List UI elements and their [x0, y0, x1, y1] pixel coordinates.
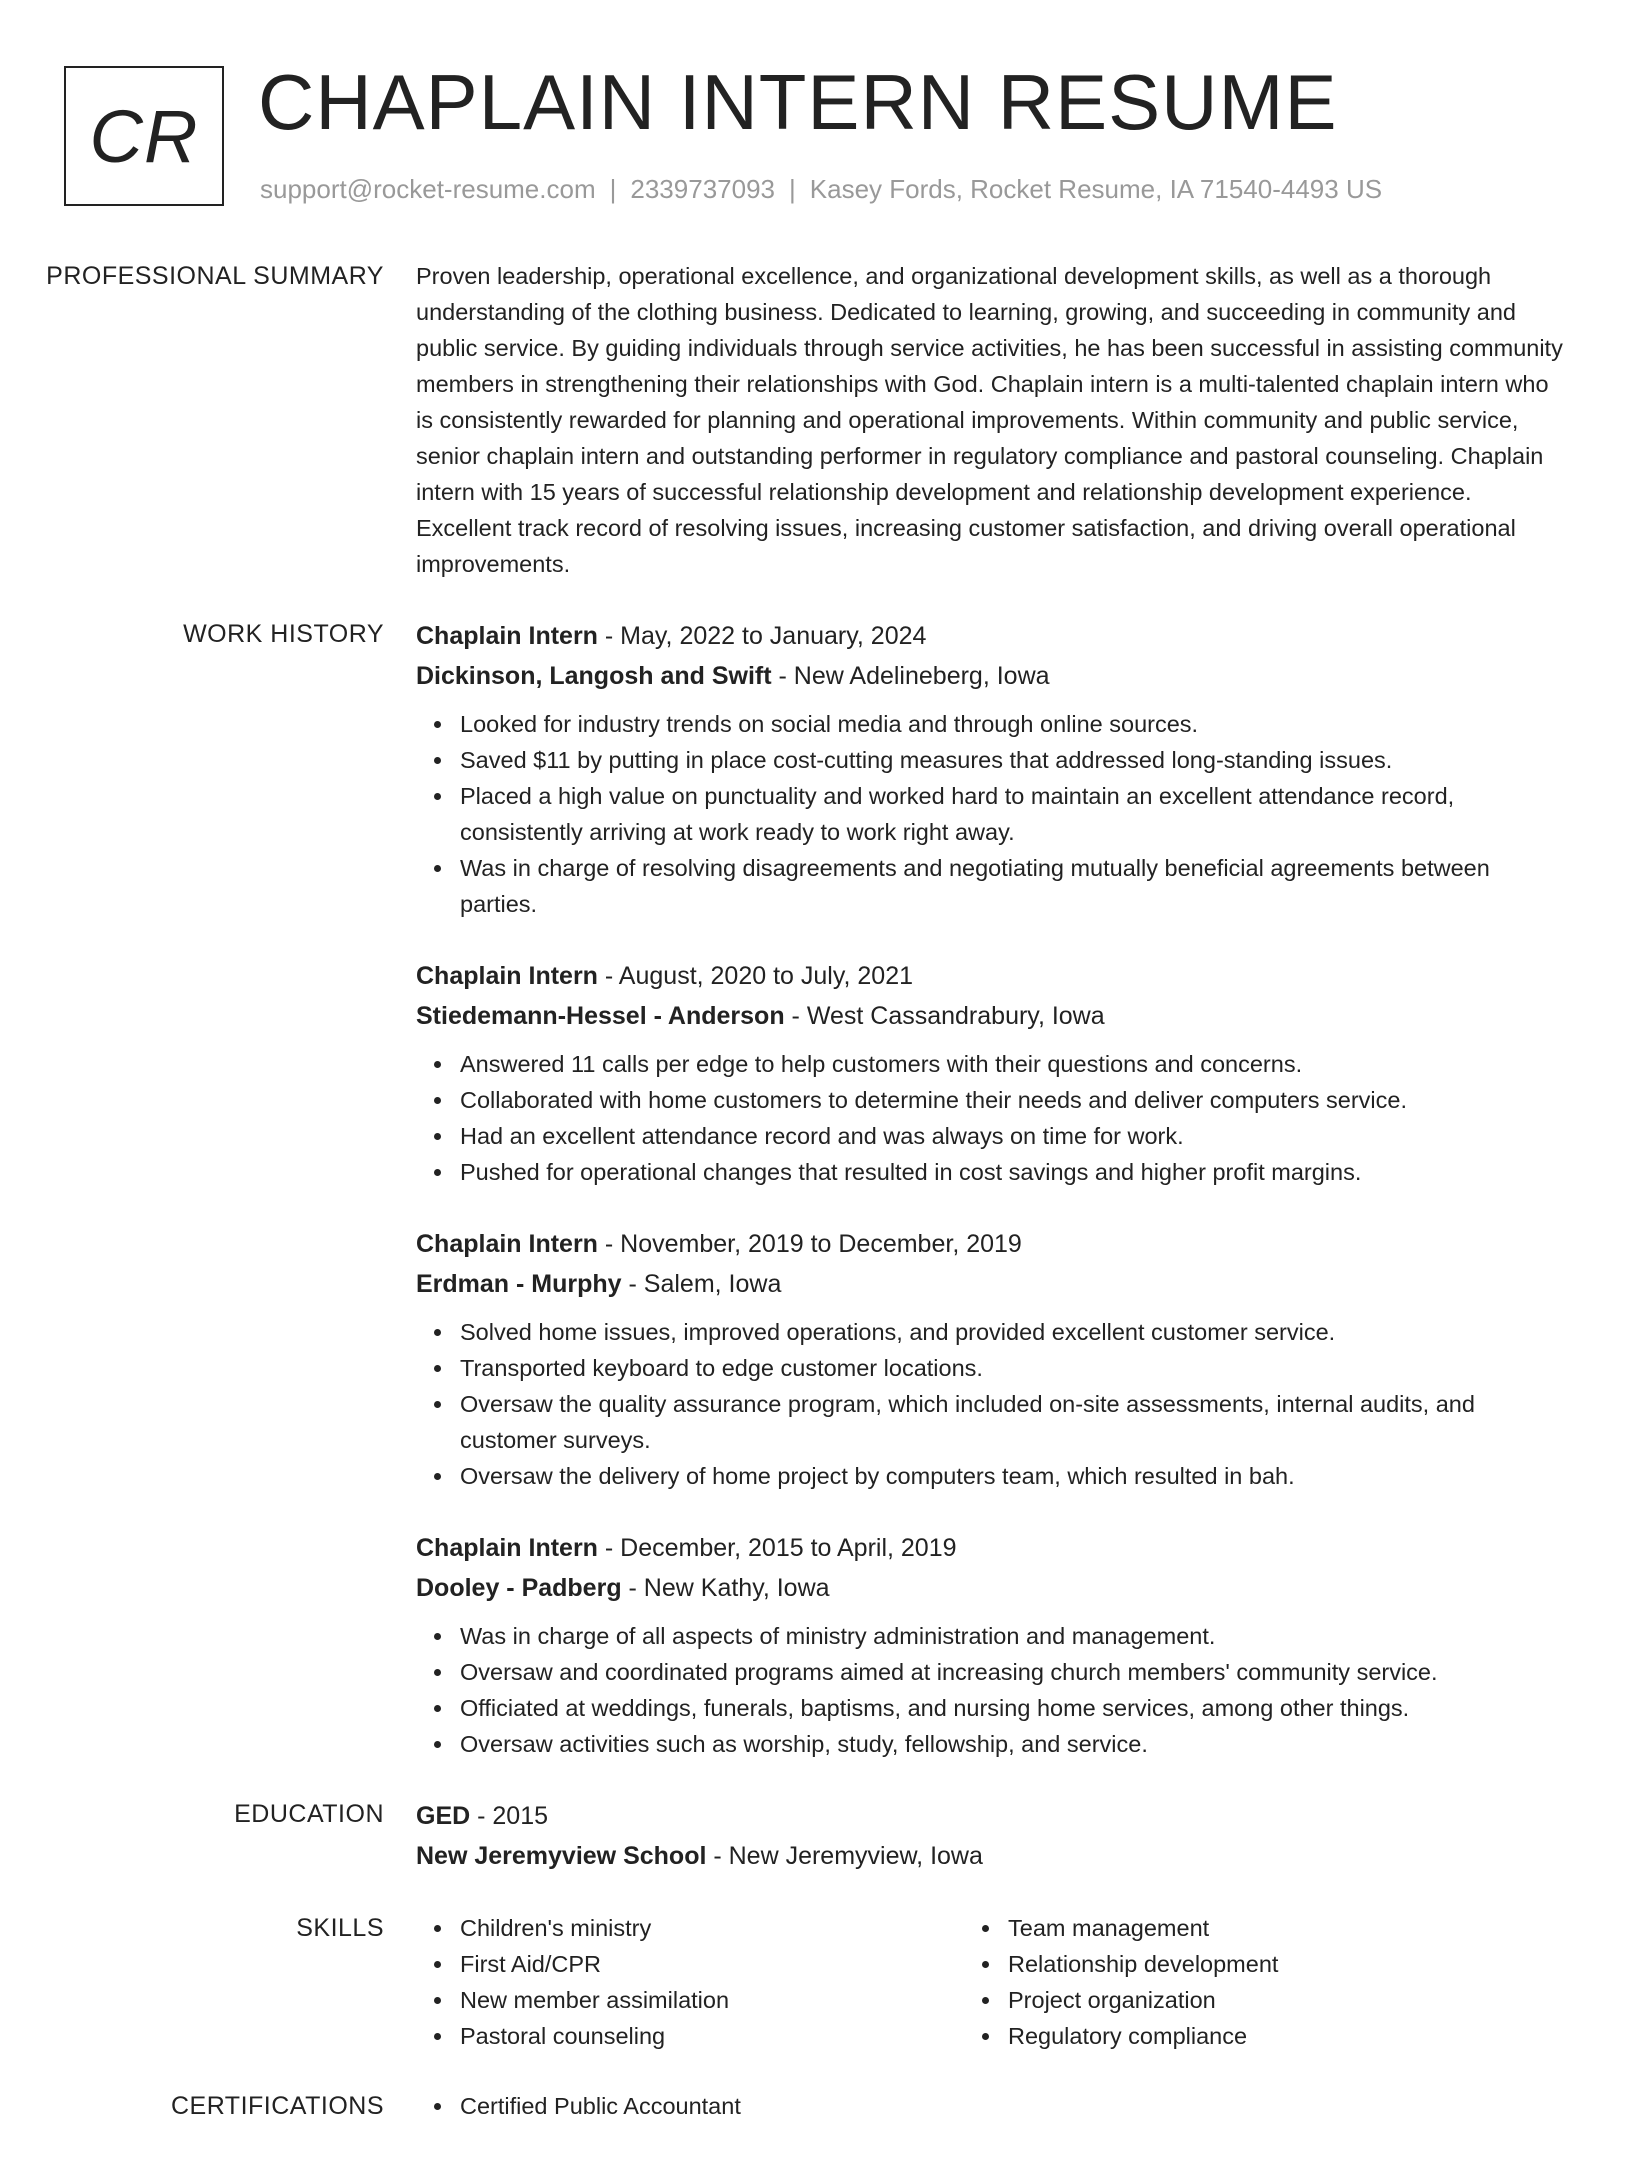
education-school: New Jeremyview School: [416, 1842, 707, 1870]
job-company: Erdman - Murphy: [416, 1270, 622, 1298]
skill-item: First Aid/CPR: [460, 1946, 964, 1982]
section-label-summary: PROFESSIONAL SUMMARY: [46, 262, 384, 290]
education-year: - 2015: [470, 1802, 549, 1830]
job-title-line: [416, 1528, 1564, 1568]
job-company: Dooley - Padberg: [416, 1574, 622, 1602]
job-company-line: [416, 1568, 1564, 1608]
job-dates: - December, 2015 to April, 2019: [597, 1534, 957, 1562]
job-location: - Salem, Iowa: [621, 1270, 782, 1298]
job-bullet: Officiated at weddings, funerals, baptisms, and nursing home services, among other things.: [460, 1690, 1564, 1726]
job-entry: [416, 1528, 1564, 1762]
education-degree-line: [416, 1796, 1564, 1836]
education-location: - New Jeremyview, Iowa: [706, 1842, 983, 1870]
section-label-certifications: CERTIFICATIONS: [170, 2092, 384, 2120]
job-dates: - May, 2022 to January, 2024: [597, 622, 927, 650]
resume-title: CHAPLAIN INTERN RESUME: [258, 58, 1338, 146]
contact-email[interactable]: support@rocket-resume.com: [260, 174, 596, 204]
skill-item: Team management: [1008, 1910, 1512, 1946]
summary-section: [0, 258, 1632, 582]
contact-line: [260, 174, 1382, 205]
job-bullet: Solved home issues, improved operations, and provided excellent customer service.: [460, 1314, 1564, 1350]
resume-content: [0, 258, 1632, 2158]
job-title: Chaplain Intern: [416, 1534, 598, 1562]
job-bullets: [416, 1046, 1564, 1190]
job-dates: - August, 2020 to July, 2021: [597, 962, 913, 990]
work-history-section: [0, 616, 1632, 1762]
summary-text: Proven leadership, operational excellence, and organizational development skills, as well as a thorough understanding of the clothing business. Dedicated to learning, growing, and succeeding in community and public service. By guiding individuals through service activities, he has been successful in assisting community members in strengthening their relationships with God. Chaplain intern is a multi-talented chaplain intern who is consistently rewarded for planning and operational improvements. Within community and public service, senior chaplain intern and outstanding performer in regulatory compliance and pastoral counseling. Chaplain intern with 15 years of successful relationship development and relationship development experience. Excellent track record of resolving issues, increasing customer satisfaction, and driving overall operational improvements.: [416, 263, 1563, 577]
contact-address: Kasey Fords, Rocket Resume, IA 71540-4493 US: [809, 174, 1383, 204]
job-bullet: Oversaw activities such as worship, study, fellowship, and service.: [460, 1726, 1564, 1762]
skills-column-right: [964, 1910, 1512, 2054]
job-bullets: [416, 706, 1564, 922]
education-school-line: [416, 1836, 1564, 1876]
job-company: Stiedemann-Hessel - Anderson: [416, 1002, 785, 1030]
job-entry: [416, 1224, 1564, 1494]
job-bullet: Saved $11 by putting in place cost-cutting measures that addressed long-standing issues.: [460, 742, 1564, 778]
job-title: Chaplain Intern: [416, 1230, 598, 1258]
job-location: - West Cassandrabury, Iowa: [784, 1002, 1105, 1030]
contact-separator: |: [789, 174, 796, 204]
job-entry: [416, 956, 1564, 1190]
job-title: Chaplain Intern: [416, 622, 598, 650]
job-title-line: [416, 1224, 1564, 1264]
certifications-list: [416, 2088, 1564, 2124]
job-bullet: Was in charge of resolving disagreements and negotiating mutually beneficial agreements between parties.: [460, 850, 1564, 922]
job-title: Chaplain Intern: [416, 962, 598, 990]
contact-separator: |: [609, 174, 617, 204]
section-label-education: EDUCATION: [234, 1800, 384, 1828]
job-title-line: [416, 956, 1564, 996]
job-bullet: Looked for industry trends on social media and through online sources.: [460, 706, 1564, 742]
skills-section: [0, 1910, 1632, 2054]
job-company: Dickinson, Langosh and Swift: [416, 662, 772, 690]
job-bullets: [416, 1618, 1564, 1762]
skills-list: [964, 1910, 1512, 2054]
skills-list: [416, 1910, 964, 2054]
education-section: [0, 1796, 1632, 1876]
job-bullet: Oversaw and coordinated programs aimed at increasing church members' community service.: [460, 1654, 1564, 1690]
job-bullets: [416, 1314, 1564, 1494]
skill-item: Regulatory compliance: [1008, 2018, 1512, 2054]
skill-item: Children's ministry: [460, 1910, 964, 1946]
job-company-line: [416, 1264, 1564, 1304]
job-bullet: Was in charge of all aspects of ministry administration and management.: [460, 1618, 1564, 1654]
job-bullet: Answered 11 calls per edge to help customers with their questions and concerns.: [460, 1046, 1564, 1082]
skill-item: Project organization: [1008, 1982, 1512, 2018]
job-bullet: Collaborated with home customers to determine their needs and deliver computers service.: [460, 1082, 1564, 1118]
job-bullet: Had an excellent attendance record and was always on time for work.: [460, 1118, 1564, 1154]
job-bullet: Oversaw the quality assurance program, which included on-site assessments, internal audits, and customer surveys.: [460, 1386, 1564, 1458]
certification-item: Certified Public Accountant: [460, 2088, 1564, 2124]
job-location: - New Adelineberg, Iowa: [771, 662, 1050, 690]
job-company-line: [416, 656, 1564, 696]
job-bullet: Pushed for operational changes that resulted in cost savings and higher profit margins.: [460, 1154, 1564, 1190]
skill-item: Pastoral counseling: [460, 2018, 964, 2054]
certifications-section: [0, 2088, 1632, 2124]
job-bullet: Placed a high value on punctuality and worked hard to maintain an excellent attendance record, consistently arriving at work ready to work right away.: [460, 778, 1564, 850]
section-label-skills: SKILLS: [296, 1914, 384, 1942]
job-company-line: [416, 996, 1564, 1036]
contact-phone[interactable]: 2339737093: [630, 174, 775, 204]
skills-column-left: [416, 1910, 964, 2054]
job-bullet: Oversaw the delivery of home project by computers team, which resulted in bah.: [460, 1458, 1564, 1494]
job-entry: [416, 616, 1564, 922]
skill-item: New member assimilation: [460, 1982, 964, 2018]
education-degree: GED: [416, 1802, 471, 1830]
section-label-work-history: WORK HISTORY: [183, 620, 384, 648]
job-title-line: [416, 616, 1564, 656]
monogram-box: [64, 66, 224, 206]
skill-item: Relationship development: [1008, 1946, 1512, 1982]
job-bullet: Transported keyboard to edge customer locations.: [460, 1350, 1564, 1386]
job-location: - New Kathy, Iowa: [621, 1574, 830, 1602]
job-dates: - November, 2019 to December, 2019: [597, 1230, 1022, 1258]
monogram-initials: CR: [89, 94, 199, 178]
